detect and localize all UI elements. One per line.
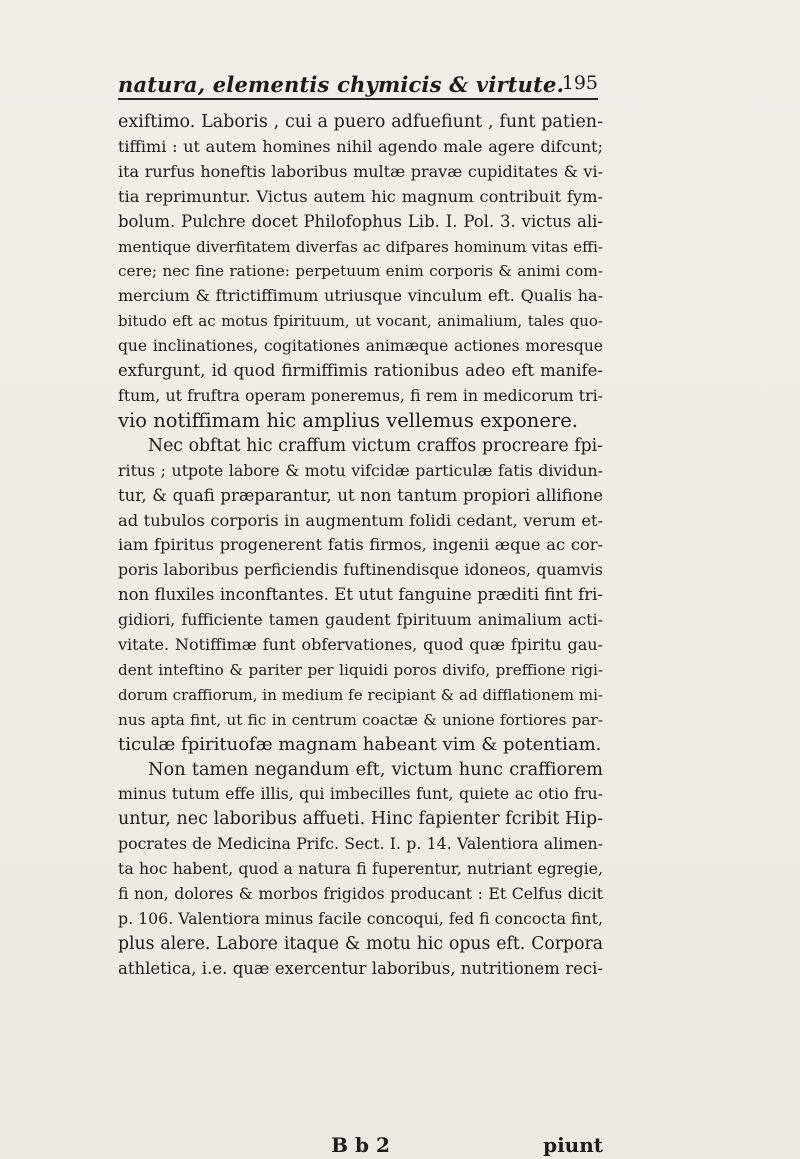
text-line: cere; nec fine ratione: perpetuum enim corporis & animi com- (118, 262, 603, 281)
text-line: ita rurfus honeftis laboribus multæ pravæ cupiditates & vi- (118, 161, 603, 181)
body-text (118, 110, 603, 982)
running-title: natura, elementis chymicis & virtute. (118, 72, 565, 97)
text-line: untur, nec laboribus affueti. Hinc fapienter fcribit Hip- (118, 809, 603, 830)
header-rule (118, 98, 598, 100)
text-line: exfurgunt, id quod firmiffimis rationibus adeo eft manife- (118, 361, 603, 381)
text-line: bitudo eft ac motus fpirituum, ut vocant, animalium, tales quo- (118, 312, 603, 331)
running-header (118, 72, 598, 100)
text-line: mercium & ftrictiffimum utriusque vinculum eft. Qualis ha- (118, 286, 603, 306)
text-line: ticulæ fpirituofæ magnam habeant vim & potentiam. (118, 733, 602, 755)
text-line: tia reprimuntur. Victus autem hic magnum contribuit fym- (118, 186, 603, 206)
text-line: exiftimo. Laboris , cui a puero adfuefiunt , funt patien- (118, 112, 603, 132)
text-line: Nec obftat hic craffum victum craffos procreare fpi- (148, 435, 603, 456)
text-line: plus alere. Labore itaque & motu hic opus eft. Corpora (118, 933, 603, 954)
text-line: athletica, i.e. quæ exercentur laboribus, nutritionem reci- (118, 958, 603, 978)
text-line: gidiori, fufficiente tamen gaudent fpirituum animalium acti- (118, 610, 603, 630)
text-line: fi non, dolores & morbos frigidos producant : Et Celfus dicit (118, 884, 603, 904)
text-line: ftum, ut fruftra operam poneremus, fi rem in medicorum tri- (118, 385, 603, 405)
text-line: tiffimi : ut autem homines nihil agendo male agere difcunt; (118, 136, 603, 156)
text-line: dorum craffiorum, in medium fe recipiant & ad difflationem mi- (118, 685, 603, 704)
text-line: ta hoc habent, quod a natura fi fuperentur, nutriant egregie, (118, 859, 603, 879)
text-line: poris laboribus perficiendis fuftinendisque idoneos, quamvis (118, 560, 603, 580)
text-line: tur, & quafi præparantur, ut non tantum propiori allifione (118, 485, 603, 505)
text-line: pocrates de Medicina Prifc. Sect. I. p. 14. Valentiora alimen- (118, 834, 603, 854)
text-line: non fluxiles inconftantes. Et utut fanguine præditi fint fri- (118, 585, 603, 605)
text-line: ad tubulos corporis in augmentum folidi cedant, verum et- (118, 510, 603, 530)
text-line: Non tamen negandum eft, victum hunc craffiorem (148, 759, 603, 780)
text-line: iam fpiritus progenerent fatis firmos, ingenii æque ac cor- (118, 535, 603, 555)
text-line: minus tutum effe illis, qui imbecilles funt, quiete ac otio fru- (118, 784, 603, 804)
text-line: nus apta fint, ut fic in centrum coactæ & unione fortiores par- (118, 710, 603, 729)
text-line: vio notiffimam hic amplius vellemus exponere. (118, 408, 578, 432)
signature-mark: B b 2 (331, 1133, 390, 1157)
text-line: que inclinationes, cogitationes animæque actiones moresque (118, 337, 603, 356)
text-line: mentique diverfitatem diverfas ac difpares hominum vitas effi- (118, 237, 603, 256)
text-line: p. 106. Valentiora minus facile concoqui, fed fi concocta fint, (118, 909, 603, 928)
text-line: ritus ; utpote labore & motu vifcidæ particulæ fatis dividun- (118, 460, 603, 480)
text-line: bolum. Pulchre docet Philofophus Lib. I. Pol. 3. victus ali- (118, 211, 603, 231)
text-line: vitate. Notiffimæ funt obfervationes, quod quæ fpiritu gau- (118, 635, 603, 655)
page-footer (118, 1133, 603, 1159)
page-number: 195 (561, 72, 598, 94)
text-line: dent inteftino & pariter per liquidi poros divifo, preffione rigi- (118, 660, 603, 679)
catchword: piunt (543, 1133, 603, 1157)
